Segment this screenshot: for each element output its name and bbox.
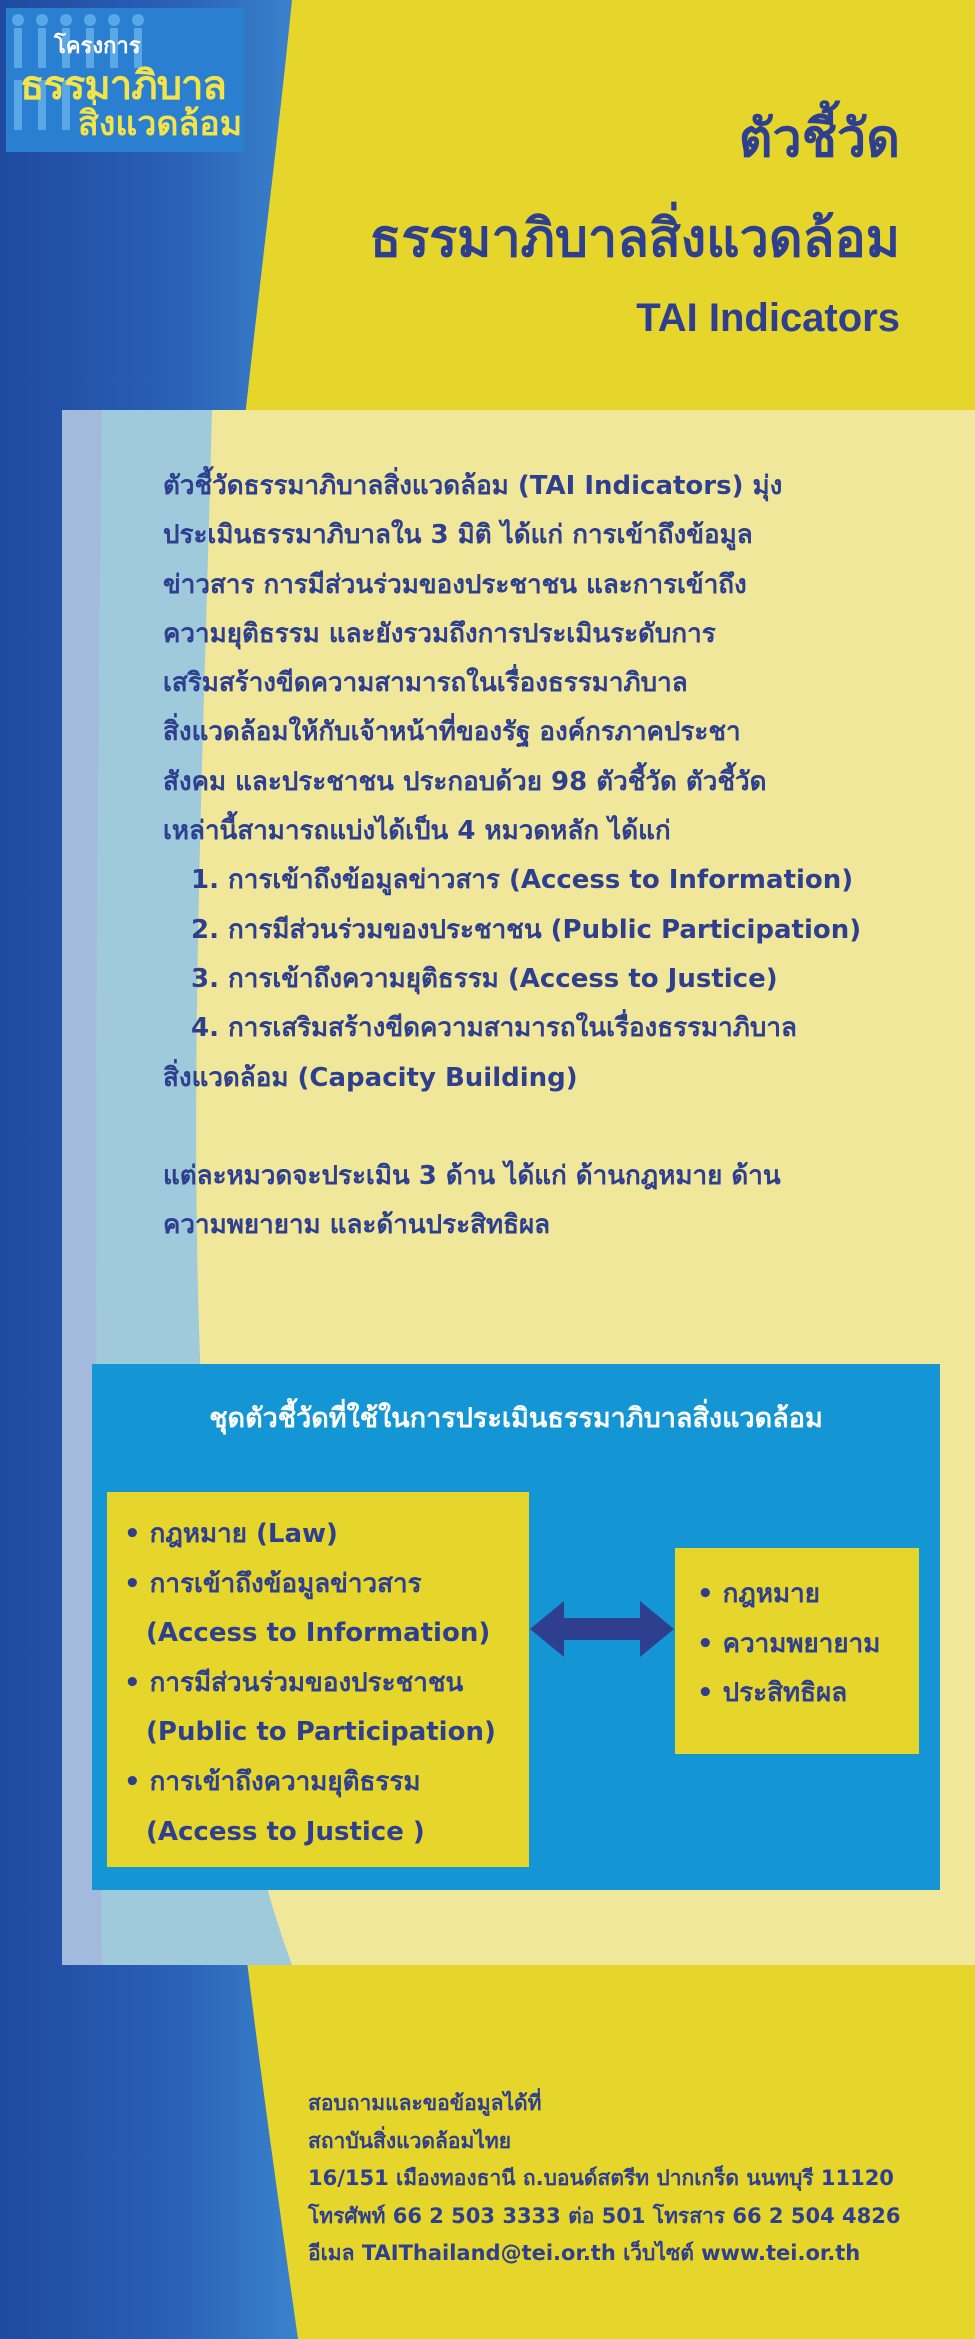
dimensions-text: แต่ละหมวดจะประเมิน 3 ด้าน ได้แก่ ด้านกฎหมาย ด้าน xyxy=(163,1160,781,1191)
list-item: • กฎหมาย xyxy=(697,1579,820,1609)
list-item-english: (Access to Information) xyxy=(146,1618,491,1649)
page-subtitle: TAI Indicators xyxy=(636,296,900,340)
list-item-english: (Public to Participation) xyxy=(146,1717,496,1748)
project-logo xyxy=(6,8,244,152)
indicator-categories-box xyxy=(107,1492,529,1867)
intro-line: สังคม และประชาชน ประกอบด้วย 98 ตัวชี้วัด ตัวชี้วัด xyxy=(163,766,767,797)
list-item: • การมีส่วนร่วมของประชาชน xyxy=(124,1667,464,1698)
intro-line: เสริมสร้างขีดความสามารถในเรื่องธรรมาภิบาล xyxy=(163,668,688,699)
address: 16/151 เมืองทองธานี ถ.บอนด์สตรีท ปากเกร็ด นนทบุรี 11120 xyxy=(308,2166,894,2191)
double-arrow-icon xyxy=(530,1601,674,1657)
organization-name: สถาบันสิ่งแวดล้อมไทย xyxy=(308,2128,512,2153)
intro-line: เหล่านี้สามารถแบ่งได้เป็น 4 หมวดหลัก ได้แก่ xyxy=(163,816,671,847)
category-item: 4. การเสริมสร้างขีดความสามารถในเรื่องธรรมาภิบาล xyxy=(191,1013,797,1044)
dimensions-text: ความพยายาม และด้านประสิทธิผล xyxy=(163,1210,551,1241)
category-item: 2. การมีส่วนร่วมของประชาชน (Public Participation) xyxy=(191,914,862,945)
list-item: • การเข้าถึงความยุติธรรม xyxy=(124,1766,421,1797)
assessment-dimensions-box xyxy=(675,1548,919,1754)
logo-text-governance: ธรรมาภิบาล xyxy=(20,63,226,109)
list-item: • กฎหมาย (Law) xyxy=(124,1519,338,1549)
category-item: 1. การเข้าถึงข้อมูลข่าวสาร (Access to Information) xyxy=(191,865,854,896)
list-item: • การเข้าถึงข้อมูลข่าวสาร xyxy=(124,1568,422,1599)
contact-heading: สอบถามและขอข้อมูลได้ที่ xyxy=(308,2091,542,2115)
logo-text-environment: สิ่งแวดล้อม xyxy=(78,104,243,144)
category-item: 3. การเข้าถึงความยุติธรรม (Access to Justice) xyxy=(191,963,778,994)
intro-line: ประเมินธรรมาภิบาลใน 3 มิติ ได้แก่ การเข้าถึงข้อมูล xyxy=(163,520,753,551)
intro-line: ความยุติธรรม และยังรวมถึงการประเมินระดับการ xyxy=(163,618,716,649)
indicator-set-box xyxy=(92,1364,940,1890)
indicator-set-title: ชุดตัวชี้วัดที่ใช้ในการประเมินธรรมาภิบาลสิ่งแวดล้อม xyxy=(209,1403,823,1434)
list-item-english: (Access to Justice ) xyxy=(146,1816,425,1847)
intro-text xyxy=(163,462,923,1250)
intro-line: ข่าวสาร การมีส่วนร่วมของประชาชน และการเข้าถึง xyxy=(163,569,747,600)
intro-line: สิ่งแวดล้อมให้กับเจ้าหน้าที่ของรัฐ องค์กรภาคประชา xyxy=(163,717,741,748)
intro-line: ตัวชี้วัดธรรมาภิบาลสิ่งแวดล้อม (TAI Indicators) มุ่ง xyxy=(163,471,783,501)
logo-text-project: โครงการ xyxy=(54,34,141,59)
category-item-continued: สิ่งแวดล้อม (Capacity Building) xyxy=(163,1062,578,1093)
list-item: • ความพยายาม xyxy=(697,1628,881,1659)
page-title-subject: ธรรมาภิบาลสิ่งแวดล้อม xyxy=(369,209,900,269)
email-website: อีเมล TAIThailand@tei.or.th เว็บไซต์ www.tei.or.th xyxy=(308,2241,861,2266)
list-item: • ประสิทธิผล xyxy=(697,1678,848,1709)
contact-info xyxy=(308,2085,973,2273)
phone-fax: โทรศัพท์ 66 2 503 3333 ต่อ 501 โทรสาร 66 2 504 4826 xyxy=(308,2203,901,2228)
page-title: ตัวชี้วัด xyxy=(738,109,900,169)
